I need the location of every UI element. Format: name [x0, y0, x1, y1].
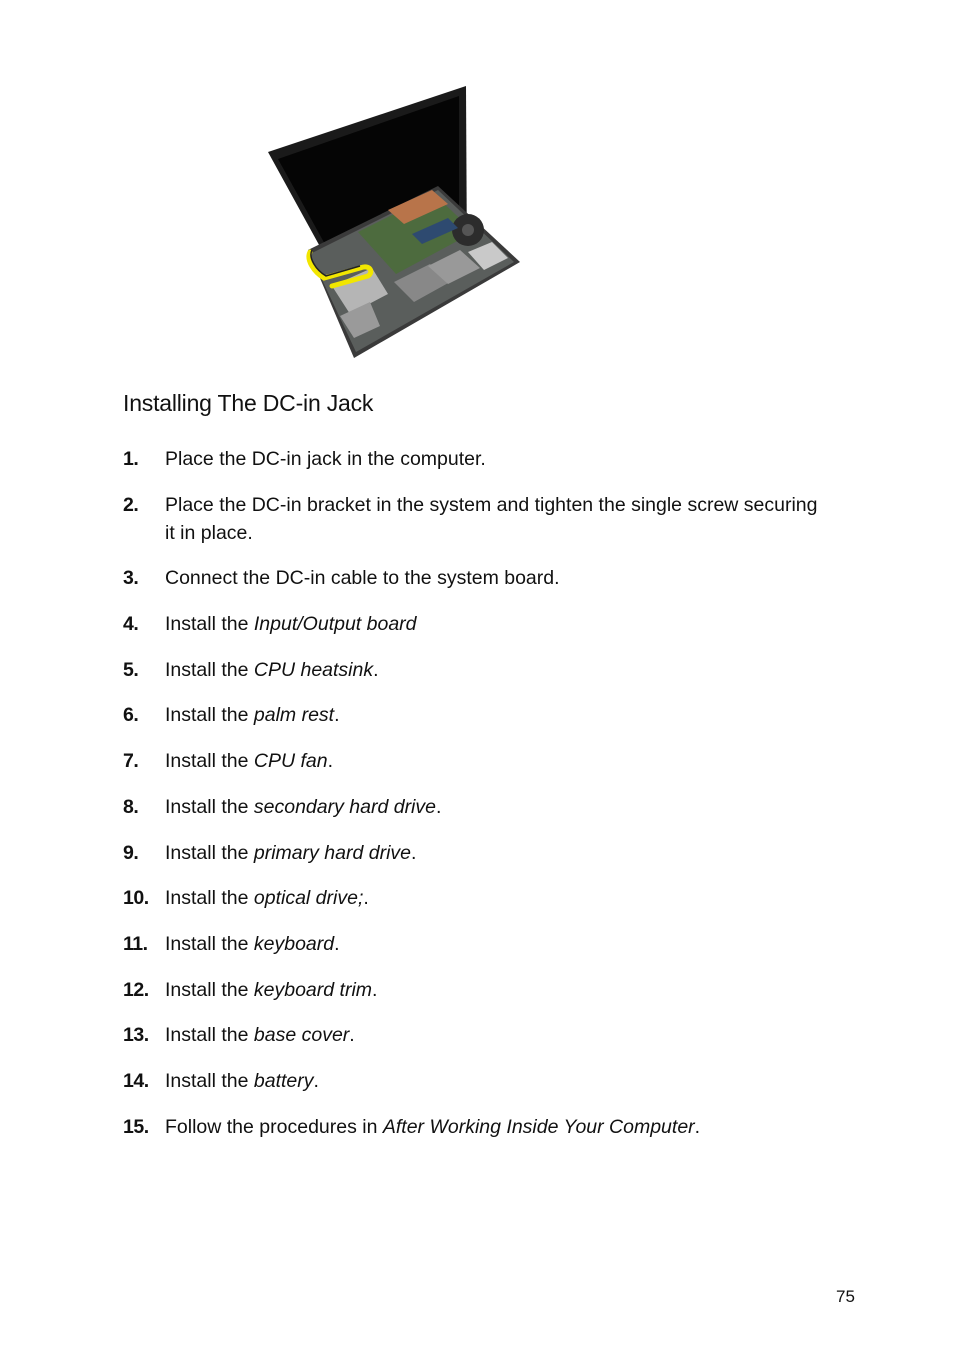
step-number: 12.: [123, 978, 149, 1001]
step-link[interactable]: CPU fan: [253, 750, 328, 773]
list-item: [123, 701, 823, 729]
procedure-steps-list: [123, 445, 823, 1158]
step-number: 2.: [123, 493, 139, 516]
step-text: Install the: [165, 750, 254, 773]
step-text: Install the: [165, 932, 254, 955]
laptop-photo-icon: [262, 82, 528, 360]
page-number: 75: [836, 1287, 855, 1306]
step-text: Install the: [165, 795, 254, 818]
step-link[interactable]: primary hard drive: [253, 841, 412, 864]
step-suffix: .: [363, 887, 369, 910]
step-link[interactable]: After Working Inside Your Computer: [382, 1115, 695, 1138]
list-item: [123, 1113, 823, 1141]
list-item: [123, 1067, 823, 1095]
step-number: 3.: [123, 567, 139, 590]
step-text: Install the: [165, 1024, 254, 1047]
step-link[interactable]: Input/Output board: [253, 613, 417, 636]
step-link[interactable]: keyboard: [253, 932, 335, 955]
list-item: [123, 491, 823, 547]
step-link[interactable]: optical drive;: [253, 887, 364, 910]
step-text: Follow the procedures in: [165, 1115, 383, 1138]
step-suffix: .: [334, 932, 340, 955]
step-suffix: .: [349, 1024, 355, 1047]
step-number: 1.: [123, 448, 139, 470]
step-text: Install the: [165, 887, 254, 910]
step-number: 13.: [123, 1024, 149, 1047]
step-suffix: .: [372, 978, 378, 1001]
step-number: 15.: [123, 1115, 149, 1138]
step-link[interactable]: CPU heatsink: [253, 658, 374, 681]
step-suffix: .: [411, 841, 417, 864]
step-suffix: .: [694, 1115, 701, 1138]
step-link[interactable]: keyboard trim: [253, 978, 373, 1001]
step-number: 8.: [123, 795, 139, 818]
step-number: 4.: [123, 613, 139, 636]
list-item: [123, 610, 823, 638]
step-number: 7.: [123, 750, 139, 773]
step-link[interactable]: palm rest: [253, 704, 335, 727]
list-item: [123, 976, 823, 1004]
list-item: [123, 564, 823, 592]
step-suffix: .: [327, 750, 334, 773]
step-suffix: .: [373, 658, 379, 681]
section-title: Installing The DC-in Jack: [123, 390, 374, 416]
step-link[interactable]: secondary hard drive: [253, 795, 436, 818]
step-number: 10.: [123, 887, 149, 910]
step-number: 9.: [123, 841, 139, 864]
list-item: [123, 747, 823, 775]
step-number: 6.: [123, 704, 139, 727]
step-link[interactable]: base cover: [253, 1024, 350, 1047]
list-item: [123, 656, 823, 684]
step-link[interactable]: battery: [253, 1069, 314, 1092]
step-number: 11.: [123, 932, 148, 955]
list-item: [123, 930, 823, 958]
step-text: Install the: [165, 978, 254, 1001]
step-number: 5.: [123, 658, 139, 681]
step-suffix: .: [436, 795, 442, 818]
step-text: Install the: [165, 841, 254, 864]
step-suffix: .: [313, 1069, 319, 1092]
step-text: Place the DC-in bracket in the system and tighten the single screw securing it in place.: [165, 493, 818, 544]
step-number: 14.: [123, 1069, 149, 1092]
step-text: Install the: [165, 658, 254, 681]
step-text: Connect the DC-in cable to the system board.: [165, 567, 560, 590]
step-text: Place the DC-in jack in the computer.: [165, 448, 486, 470]
list-item: [123, 445, 823, 473]
list-item: [123, 839, 823, 867]
step-text: Install the: [165, 1069, 254, 1092]
step-text: Install the: [165, 704, 254, 727]
list-item: [123, 884, 823, 912]
step-suffix: .: [334, 704, 340, 727]
list-item: [123, 1021, 823, 1049]
step-text: Install the: [165, 613, 254, 636]
list-item: [123, 793, 823, 821]
